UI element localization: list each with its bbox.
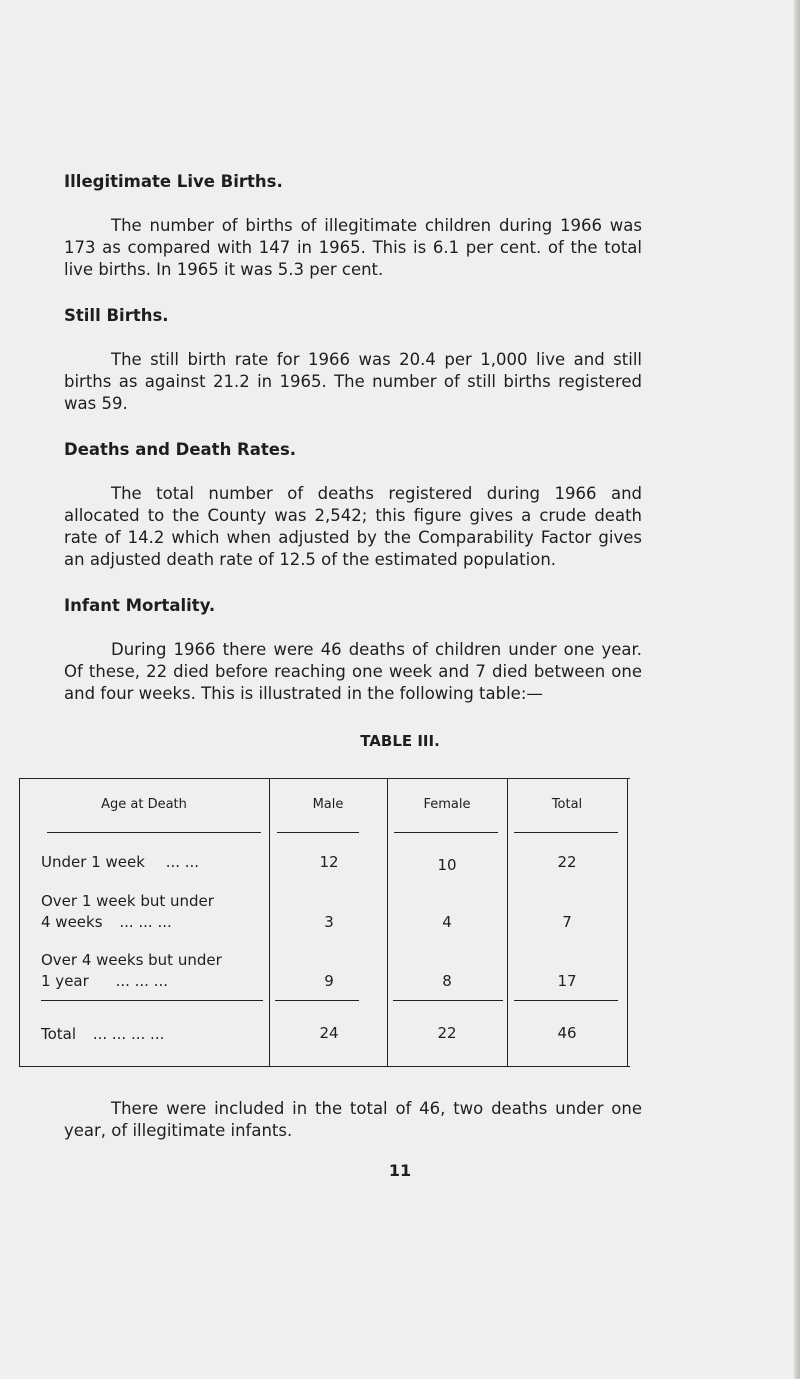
row-label-total — [41, 1024, 263, 1045]
row-label-over-1-week — [41, 891, 263, 933]
cell-total: 46 — [557, 1024, 577, 1042]
cell-male: 12 — [319, 853, 339, 871]
heading-deaths-and-death-rates: Deaths and Death Rates. — [64, 440, 297, 459]
row-label-leader-dots: ... ... ... ... — [92, 1025, 165, 1043]
header-female: Female — [423, 797, 471, 812]
total-rule-age — [41, 1000, 263, 1001]
cell-total: 17 — [557, 972, 577, 990]
infant-mortality-table — [19, 778, 630, 1068]
row-label-under-1-week — [41, 852, 263, 873]
row-label-leader-dots: ... ... ... — [115, 972, 169, 990]
column-divider-1 — [269, 778, 270, 1066]
cell-total: 7 — [562, 913, 572, 931]
header-male: Male — [312, 797, 344, 812]
total-rule-female — [393, 1000, 503, 1001]
cell-male: 9 — [324, 972, 334, 990]
header-underline-male — [277, 832, 359, 833]
paragraph-deaths-and-death-rates: The total number of deaths registered during 1966 and allocated to the County was 2,542; this figure gives a crude death rate of 14.2 which when adjusted by the Comparability Factor gives an adjusted death rate of 12.5 of the estimated population. — [64, 484, 642, 569]
row-label-text: Over 4 weeks but under — [41, 951, 222, 969]
paragraph-illegitimate-live-births: The number of births of illegitimate children during 1966 was 173 as compared with 147 in 1965. This is 6.1 per cent. of the total live births. In 1965 it was 5.3 per cent. — [64, 216, 642, 279]
page-number: 11 — [388, 1161, 412, 1180]
cell-female: 22 — [437, 1024, 457, 1042]
total-rule-total — [514, 1000, 618, 1001]
table-left-border — [19, 778, 20, 1066]
heading-still-births: Still Births. — [64, 306, 169, 325]
cell-male: 24 — [319, 1024, 339, 1042]
column-divider-2 — [387, 778, 388, 1066]
column-divider-3 — [507, 778, 508, 1066]
table-bottom-rule — [19, 1066, 630, 1067]
row-label-leader-dots: ... ... — [165, 853, 200, 871]
table-right-border — [627, 778, 628, 1066]
table-top-rule — [19, 778, 630, 779]
header-total: Total — [551, 797, 583, 812]
header-underline-age — [47, 832, 261, 833]
heading-infant-mortality: Infant Mortality. — [64, 596, 216, 615]
paragraph-still-births: The still birth rate for 1966 was 20.4 per 1,000 live and still births as against 21.2 in 1965. The number of still births registered was 59. — [64, 350, 642, 413]
header-underline-female — [394, 832, 498, 833]
table-title: TABLE III. — [360, 732, 440, 750]
row-label-text: Under 1 week — [41, 853, 145, 871]
row-label-text: Total — [41, 1025, 77, 1043]
row-label-text-line2: 1 year — [41, 972, 89, 990]
paragraph-footer-note: There were included in the total of 46, two deaths under one year, of illegitimate infants. — [64, 1099, 642, 1140]
row-label-over-4-weeks — [41, 950, 263, 992]
cell-female: 10 — [437, 856, 457, 874]
cell-male: 3 — [324, 913, 334, 931]
cell-female: 8 — [442, 972, 452, 990]
cell-female: 4 — [442, 913, 452, 931]
heading-illegitimate-live-births: Illegitimate Live Births. — [64, 172, 283, 191]
header-age-at-death: Age at Death — [101, 797, 187, 812]
paragraph-infant-mortality: During 1966 there were 46 deaths of children under one year. Of these, 22 died before reaching one week and 7 died between one and four weeks. This is illustrated in the following table:— — [64, 640, 642, 703]
cell-total: 22 — [557, 853, 577, 871]
row-label-text: Over 1 week but under — [41, 892, 214, 910]
total-rule-male — [275, 1000, 359, 1001]
row-label-text-line2: 4 weeks — [41, 913, 103, 931]
header-underline-total — [514, 832, 618, 833]
row-label-leader-dots: ... ... ... — [119, 913, 172, 931]
